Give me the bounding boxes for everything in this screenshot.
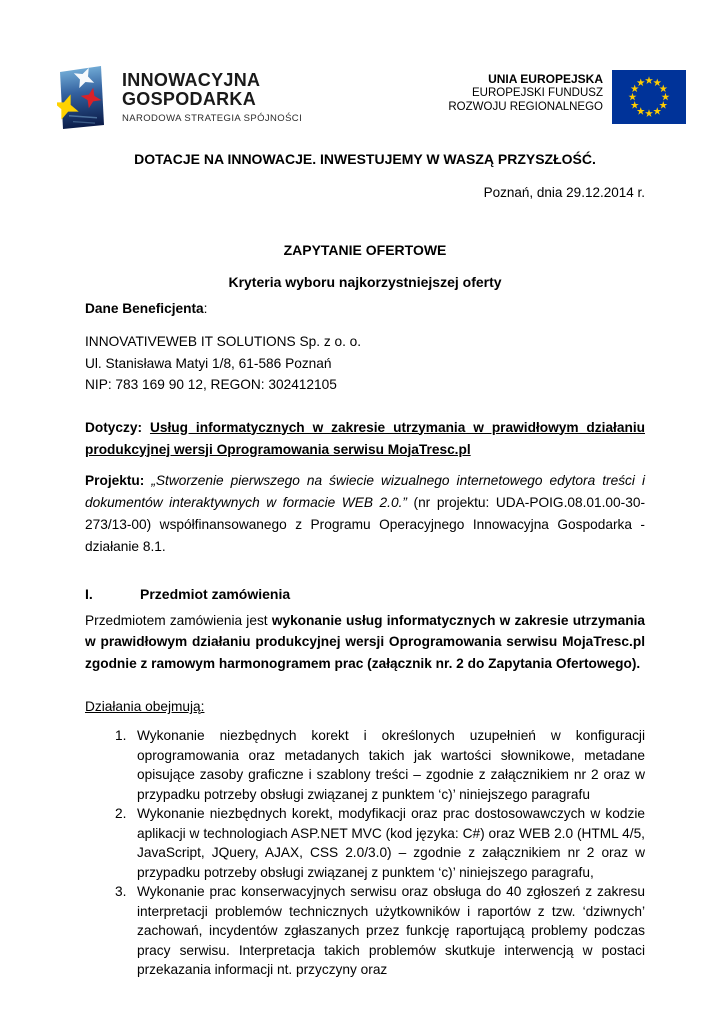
project-details: (nr projektu: UDA-POIG.08.01.00-30-273/13-00) współfinansowanego z Programu Operacyjnego Innowacyjna Gospodarka - działanie 8.1. — [85, 494, 645, 554]
eu-flag-icon — [612, 70, 686, 124]
list-item-text: Wykonanie prac konserwacyjnych serwisu oraz obsługa do 40 zgłoszeń z zakresu interpretacji problemów technicznych użytkowników i raportów z tzw. ‘dziwnych’ zachowań, incydentów zgłaszanych przez funkcję raportującą problemy podczas pracy serwisu. Interpretacja takich problemów skutkuje interwencją w postaci przekazania informacji nt. przyczyny oraz — [137, 884, 645, 977]
header-logos — [57, 62, 686, 136]
beneficiary-label-colon: : — [203, 301, 208, 316]
beneficiary-address: Ul. Stanisława Matyi 1/8, 61-586 Poznań — [85, 355, 332, 371]
document-title: ZAPYTANIE OFERTOWE — [283, 242, 447, 258]
project-quote: „Stworzenie pierwszego na świecie wizualnego internetowego edytora treści i dokumentów interaktywnych w formacie WEB 2.0.” — [85, 472, 645, 510]
beneficiary-details — [85, 331, 645, 396]
intro-plain: Przedmiotem zamówienia jest — [85, 612, 272, 628]
section-1-number: I. — [85, 585, 93, 602]
poig-flag-icon — [57, 62, 107, 134]
eu-line1: UNIA EUROPEJSKA — [488, 72, 603, 86]
beneficiary-label — [85, 301, 645, 316]
dateline: Poznań, dnia 29.12.2014 r. — [483, 185, 645, 200]
program-title-line1: INNOWACYJNA — [122, 70, 261, 90]
list-item — [85, 882, 645, 980]
activities-list-intro: Działania obejmują: — [85, 699, 205, 714]
program-subtitle: NARODOWA STRATEGIA SPÓJNOŚCI — [122, 113, 303, 124]
program-title-line2: GOSPODARKA — [122, 89, 257, 109]
list-item — [85, 726, 645, 804]
funding-motto: DOTACJE NA INNOWACJE. INWESTUJEMY W WASZĄ PRZYSZŁOŚĆ. — [134, 151, 596, 167]
section-1-title: Przedmiot zamówienia — [140, 585, 291, 602]
program-logo-text — [122, 62, 302, 124]
eu-line2: EUROPEJSKI FUNDUSZ — [472, 87, 603, 99]
beneficiary-registry: NIP: 783 169 90 12, REGON: 302412105 — [85, 377, 337, 392]
innowacyjna-gospodarka-logo — [57, 62, 302, 134]
concerns-label: Dotyczy: — [85, 419, 150, 435]
list-item-text: Wykonanie niezbędnych korekt, modyfikacji oraz prac dostosowawczych w kodzie aplikacji w technologiach ASP.NET MVC (kod języka: C#) oraz WEB 2.0 (HTML 4/5, JavaScript, JQuery, AJAX, CSS 2.0/3.0) – zgodnie z załącznikiem nr 2 oraz w przypadku potrzeby obsługi związanej z punktem ‘c)’ niniejszego paragrafu, — [137, 806, 645, 880]
concerns-paragraph — [85, 417, 645, 461]
section-1-heading — [85, 586, 645, 602]
list-item-text: Wykonanie niezbędnych korekt i określonych uzupełnień w konfiguracji oprogramowania oraz metadanych takich jak wartości słownikowe, metadane opisujące zasoby graficzne i szablony treści – zgodnie z załącznikiem nr 2 oraz w przypadku potrzeby obsługi związanej z punktem ‘c)’ niniejszego paragrafu — [137, 728, 645, 802]
beneficiary-company: INNOVATIVEWEB IT SOLUTIONS Sp. z o. o. — [85, 334, 362, 349]
list-item-number: 1. — [115, 728, 127, 743]
concerns-subject: Usług informatycznych w zakresie utrzymania w prawidłowym działaniu produkcyjnej wersji Oprogramowania serwisu MojaTresc.pl — [85, 419, 645, 457]
project-label: Projektu: — [85, 472, 152, 488]
document-subtitle: Kryteria wyboru najkorzystniejszej oferty — [228, 274, 502, 290]
list-item-number: 2. — [115, 806, 127, 821]
section-1-intro — [85, 610, 645, 675]
eu-line3: ROZWOJU REGIONALNEGO — [448, 101, 603, 113]
eu-logo — [448, 62, 686, 124]
project-paragraph — [85, 470, 645, 558]
intro-bold: wykonanie usług informatycznych w zakresie utrzymania w prawidłowym działaniu produkcyjnej wersji Oprogramowania serwisu MojaTresc.pl zgodnie z ramowym harmonogramem prac (załącznik nr. 2 do Zapytania Ofertowego). — [85, 612, 645, 671]
eu-logo-text — [448, 70, 603, 114]
list-item — [85, 804, 645, 882]
list-item-number: 3. — [115, 884, 127, 899]
activities-list — [85, 726, 645, 980]
beneficiary-label-text: Dane Beneficjenta — [85, 301, 204, 316]
